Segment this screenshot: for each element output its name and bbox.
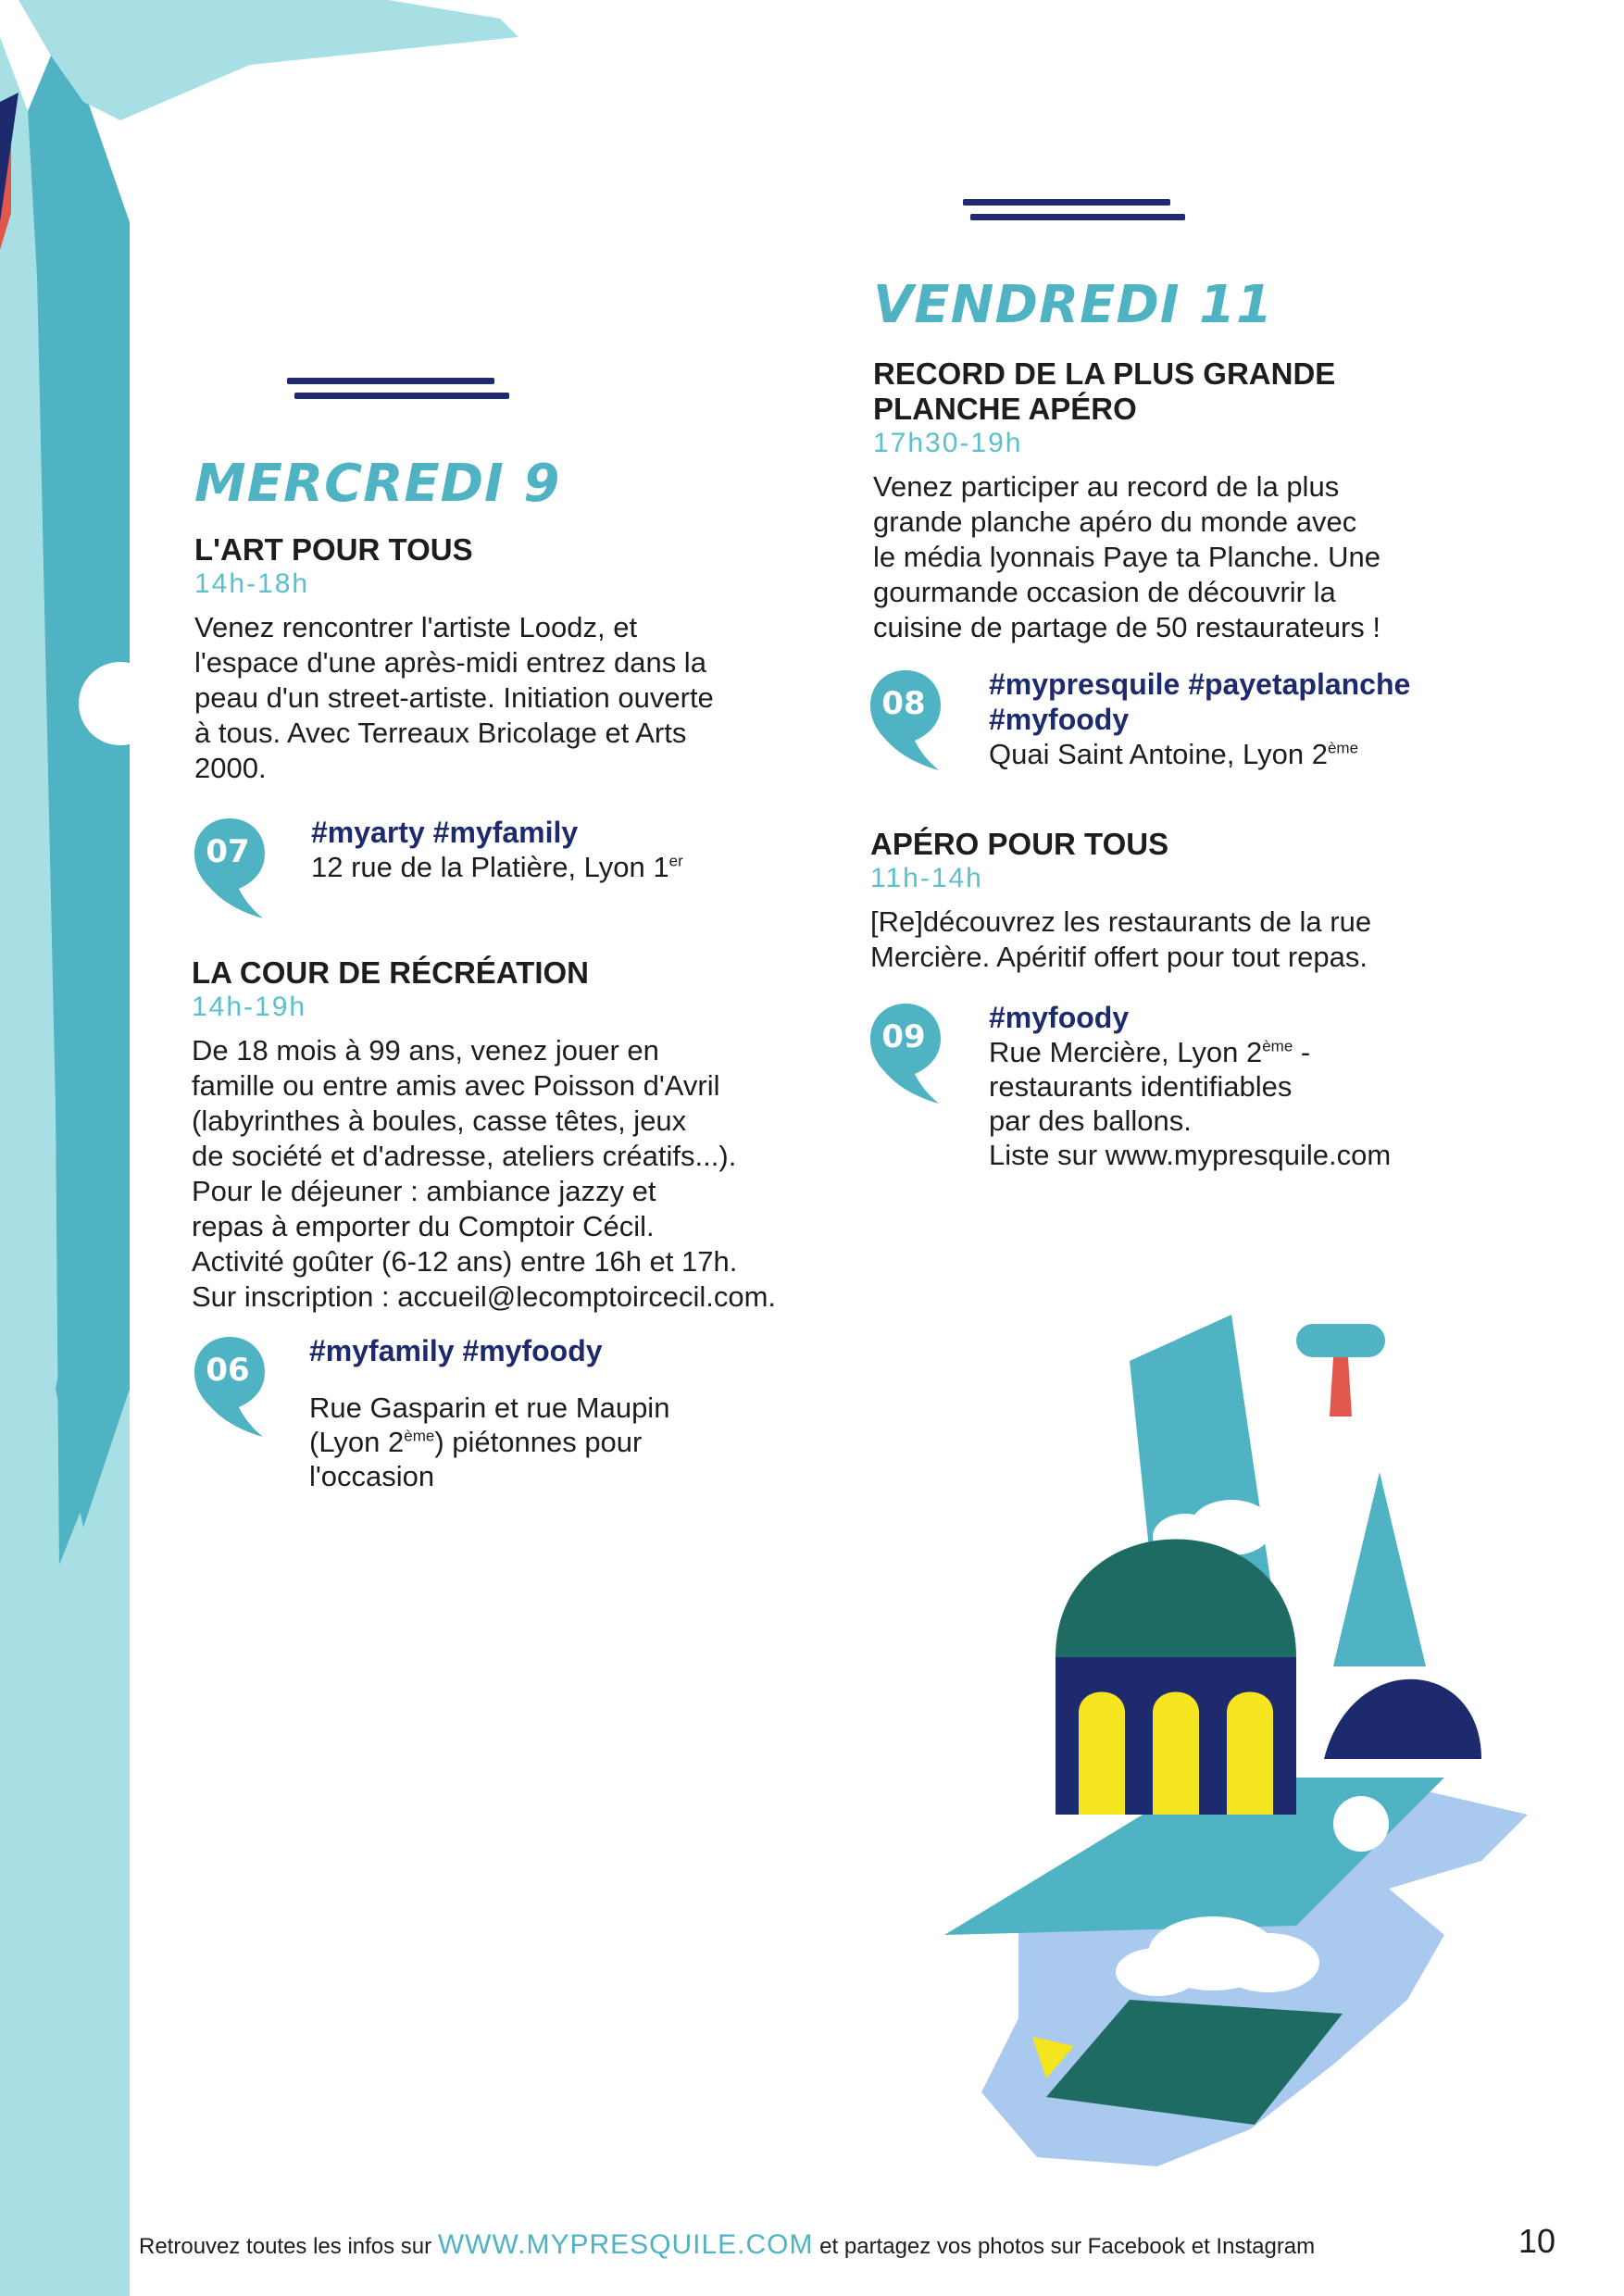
location-pin-number: 08 [881, 685, 926, 722]
address: 12 rue de la Platière, Lyon 1er [311, 851, 683, 883]
event-art-pour-tous [194, 532, 824, 786]
footer-text: Retrouvez toutes les infos sur WWW.MYPRESQUILE.COM et partagez vos photos sur Facebook et Instagram [139, 2229, 1316, 2260]
event-description: [Re]découvrez les restaurants de la rue Mercière. Apéritif offert pour tout repas. [870, 905, 1372, 973]
page-number: 10 [1518, 2222, 1556, 2260]
event-time: 11h-14h [870, 863, 983, 893]
event-time: 17h30-19h [873, 428, 1023, 458]
hashtags: #myfoody [989, 1001, 1130, 1034]
event-title: RECORD DE LA PLUS GRANDE PLANCHE APÉRO [873, 356, 1336, 426]
hashtags: #myfamily #myfoody [309, 1334, 603, 1367]
mercredi-title-decoration [287, 378, 502, 407]
location-pin-number: 09 [881, 1018, 926, 1055]
address: Quai Saint Antoine, Lyon 2ème [989, 738, 1359, 770]
event-description: De 18 mois à 99 ans, venez jouer en famille ou entre amis avec Poisson d'Avril (labyrinthes à boules, casse têtes, jeux de société et d'adresse, ateliers créatifs...). Pour le déjeuner : ambiance jazzy et repas à emporter du Comptoir Cécil. Activité goûter (6-12 ans) entre 16h et 17h. Sur inscription : accueil@lecomptoircecil.com. [192, 1034, 777, 1313]
event-apero-pour-tous [870, 827, 1500, 975]
address: Rue Mercière, Lyon 2ème - restaurants identifiables par des ballons. Liste sur www.mypresquile.com [989, 1035, 1544, 1172]
event-time: 14h-18h [194, 568, 310, 599]
website-link[interactable]: Liste sur www.mypresquile.com [989, 1139, 1392, 1171]
vendredi-title-decoration [963, 199, 1178, 229]
event-cour-de-recreation [192, 955, 821, 1315]
event-record-planche-apero [873, 356, 1503, 645]
hashtags: #mypresquile #payetaplanche #myfoody [989, 668, 1411, 736]
event-title: LA COUR DE RÉCRÉATION [192, 955, 589, 990]
event-description: Venez participer au record de la plus grande planche apéro du monde avec le média lyonnais Paye ta Planche. Une gourmande occasion de découvrir la cuisine de partage de 50 restaurateurs ! [873, 470, 1381, 643]
location-pin-number: 06 [206, 1352, 250, 1389]
location-pin-number: 07 [206, 833, 250, 870]
event-title: L'ART POUR TOUS [194, 532, 473, 567]
hashtags: #myarty #myfamily [311, 816, 579, 849]
mercredi-title: MERCREDI 9 [194, 454, 561, 514]
footer-website-link[interactable]: WWW.MYPRESQUILE.COM [437, 2229, 814, 2260]
event-time: 14h-19h [192, 992, 307, 1022]
address: Rue Gasparin et rue Maupin (Lyon 2ème) piétonnes pour l'occasion [309, 1391, 670, 1492]
event-description: Venez rencontrer l'artiste Loodz, et l'espace d'une après-midi entrez dans la peau d'un street-artiste. Initiation ouverte à tous. Avec Terreaux Bricolage et Arts 2000. [194, 611, 714, 784]
event-title: APÉRO POUR TOUS [870, 827, 1169, 861]
vendredi-title: VENDREDI 11 [873, 275, 1274, 335]
